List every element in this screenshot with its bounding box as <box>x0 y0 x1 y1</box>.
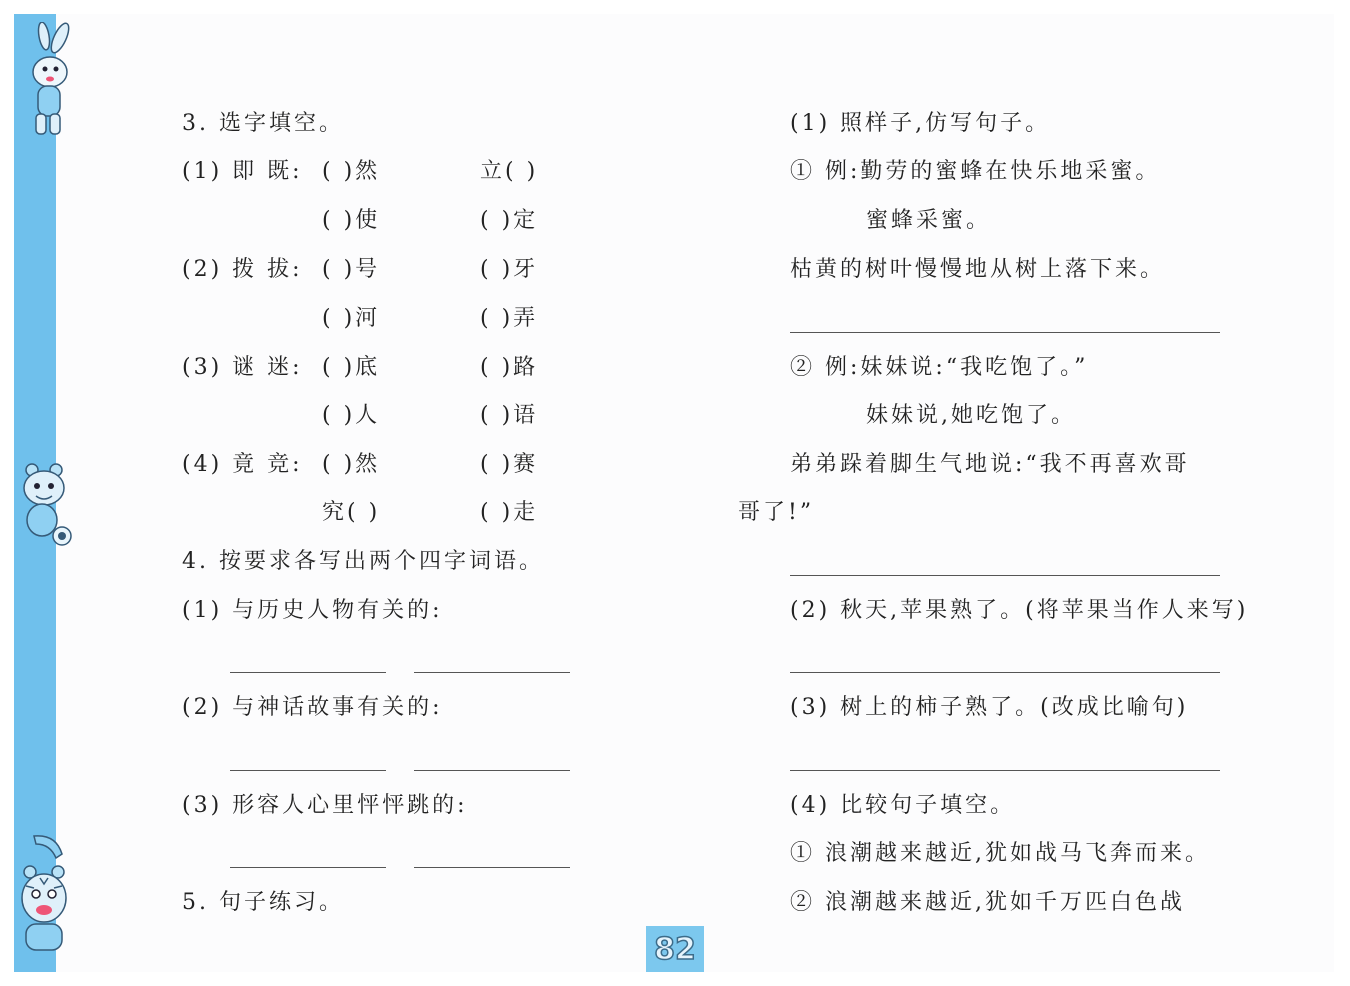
rabbit-mascot <box>16 22 78 140</box>
q3-row-label: (3) 谜 迷: <box>182 355 303 380</box>
answer-line[interactable] <box>230 672 386 673</box>
q3-blank-a: ( )河 <box>322 306 381 331</box>
section-4-sentence-2: ② 浪潮越来越近,犹如千万匹白色战 <box>790 890 1185 915</box>
example-2-answer: 妹妹说,她吃饱了。 <box>866 403 1076 428</box>
answer-line[interactable] <box>790 575 1220 576</box>
q3-blank-a: ( )然 <box>322 452 381 477</box>
exercise-1-sentence: 枯黄的树叶慢慢地从树上落下来。 <box>790 257 1166 282</box>
q3-blank-a: ( )底 <box>322 355 381 380</box>
example-1: ① 例:勤劳的蜜蜂在快乐地采蜜。 <box>790 159 1161 184</box>
q3-row-label: (2) 拨 拔: <box>182 257 303 282</box>
answer-line[interactable] <box>790 770 1220 771</box>
answer-line[interactable] <box>414 867 570 868</box>
answer-line[interactable] <box>230 867 386 868</box>
section-3: (3) 树上的柿子熟了。(改成比喻句) <box>790 695 1189 720</box>
q3-blank-a: ( )人 <box>322 403 381 428</box>
q3-blank-b: ( )牙 <box>480 257 539 282</box>
question-3-title: 3. 选字填空。 <box>182 111 344 136</box>
q3-blank-a: ( )号 <box>322 257 381 282</box>
answer-line[interactable] <box>790 672 1220 673</box>
answer-line[interactable] <box>230 770 386 771</box>
question-4-title: 4. 按要求各写出两个四字词语。 <box>182 549 544 574</box>
raccoon-mascot <box>16 460 74 548</box>
q3-row-label: (1) 即 既: <box>182 159 303 184</box>
q3-row-label: (4) 竟 竞: <box>182 452 303 477</box>
q3-blank-a: ( )然 <box>322 159 381 184</box>
tiger-mascot <box>16 832 70 954</box>
q3-blank-a: ( )使 <box>322 208 381 233</box>
q3-blank-a: 究( ) <box>322 500 381 525</box>
q3-blank-b: ( )弄 <box>480 306 539 331</box>
q3-blank-b: ( )赛 <box>480 452 539 477</box>
example-1-answer: 蜜蜂采蜜。 <box>866 208 992 233</box>
q3-blank-b: ( )路 <box>480 355 539 380</box>
answer-line[interactable] <box>414 770 570 771</box>
q3-blank-b: ( )语 <box>480 403 539 428</box>
q4-item: (2) 与神话故事有关的: <box>182 695 443 720</box>
q3-blank-b: ( )走 <box>480 500 539 525</box>
exercise-2-sentence: 弟弟跺着脚生气地说:“我不再喜欢哥 <box>790 452 1190 477</box>
answer-line[interactable] <box>414 672 570 673</box>
example-2: ② 例:妹妹说:“我吃饱了。” <box>790 355 1089 380</box>
q4-item: (1) 与历史人物有关的: <box>182 598 443 623</box>
question-5-title: 5. 句子练习。 <box>182 890 344 915</box>
answer-line[interactable] <box>790 332 1220 333</box>
q4-item: (3) 形容人心里怦怦跳的: <box>182 793 468 818</box>
section-1-title: (1) 照样子,仿写句子。 <box>790 111 1051 136</box>
q3-blank-b: ( )定 <box>480 208 539 233</box>
section-4-title: (4) 比较句子填空。 <box>790 793 1016 818</box>
section-2: (2) 秋天,苹果熟了。(将苹果当作人来写) <box>790 598 1249 623</box>
exercise-2-sentence-cont: 哥了!” <box>738 500 815 525</box>
section-4-sentence-1: ① 浪潮越来越近,犹如战马飞奔而来。 <box>790 841 1210 866</box>
q3-blank-b: 立( ) <box>480 159 539 184</box>
page-number: 82 <box>646 926 704 972</box>
